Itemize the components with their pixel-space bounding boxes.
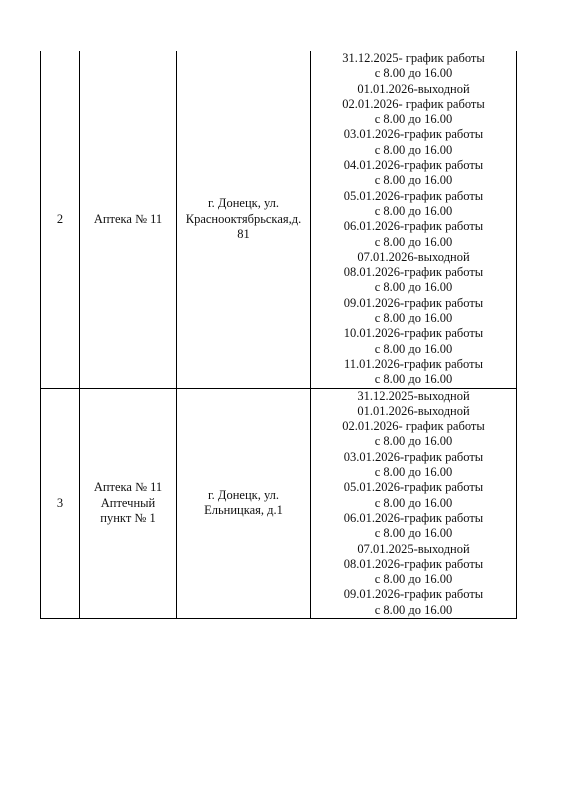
schedule-line: с 8.00 до 16.00 [374,572,453,587]
schedule-line: с 8.00 до 16.00 [374,66,453,81]
row-number: 2 [56,211,64,226]
schedule-line: 03.01.2026-график работы [343,449,484,464]
address-cell [177,51,311,388]
schedule-line: 06.01.2026-график работы [343,510,484,525]
address-line: 81 [237,226,250,241]
schedule-line: с 8.00 до 16.00 [374,234,453,249]
address-line: Ельницкая, д.1 [204,503,283,518]
schedule-line: с 8.00 до 16.00 [374,311,453,326]
row-number-cell [41,51,80,388]
pharmacy-name-cell [80,51,177,388]
schedule-line: с 8.00 до 16.00 [374,203,453,218]
schedule-line: 10.01.2026-график работы [343,326,484,341]
pharmacy-schedule-table [40,51,517,619]
schedule-line: с 8.00 до 16.00 [374,465,453,480]
schedule-line: с 8.00 до 16.00 [374,434,453,449]
row-number-cell [41,388,80,618]
schedule-line: 04.01.2026-график работы [343,158,484,173]
schedule-line: 31.12.2025- график работы [342,51,485,65]
table-row [41,51,517,388]
table-body [41,51,517,618]
schedule-line: 05.01.2026-график работы [343,480,484,495]
pharmacy-name-line: Аптека № 11 [93,211,163,226]
pharmacy-name-line: Аптечный [100,495,156,510]
schedule-line: 08.01.2026-график работы [343,265,484,280]
schedule-line: с 8.00 до 16.00 [374,142,453,157]
schedule-line: с 8.00 до 16.00 [374,341,453,356]
schedule-line: с 8.00 до 16.00 [374,602,453,617]
schedule-line: 31.12.2025-выходной [357,388,470,403]
address-line: Краснооктябрьская,д. [185,211,302,226]
pharmacy-name-line: Аптека № 11 [93,480,163,495]
schedule-line: 07.01.2025-выходной [357,541,470,556]
schedule-line: 03.01.2026-график работы [343,127,484,142]
address-line: г. Донецк, ул. [207,196,280,211]
schedule-line: 05.01.2026-график работы [343,188,484,203]
schedule-line: 11.01.2026-график работы [344,356,483,371]
schedule-line: 01.01.2026-выходной [357,403,470,418]
schedule-line: 06.01.2026-график работы [343,219,484,234]
schedule-line: с 8.00 до 16.00 [374,526,453,541]
schedule-line: 09.01.2026-график работы [343,295,484,310]
schedule-line: с 8.00 до 16.00 [374,372,453,387]
schedule-line: 02.01.2026- график работы [342,96,485,111]
schedule-cell [311,388,517,618]
schedule-cell [311,51,517,388]
schedule-line: 09.01.2026-график работы [343,587,484,602]
schedule-line: 08.01.2026-график работы [343,556,484,571]
schedule-line: с 8.00 до 16.00 [374,495,453,510]
pharmacy-name-line: пункт № 1 [100,510,156,525]
schedule-line: с 8.00 до 16.00 [374,112,453,127]
schedule-line: 07.01.2026-выходной [357,249,470,264]
schedule-line: с 8.00 до 16.00 [374,280,453,295]
schedule-line: 01.01.2026-выходной [357,81,470,96]
schedule-line: с 8.00 до 16.00 [374,173,453,188]
schedule-line: 02.01.2026- график работы [342,419,485,434]
table-row [41,388,517,618]
row-number: 3 [56,495,64,510]
pharmacy-name-cell [80,388,177,618]
address-cell [177,388,311,618]
address-line: г. Донецк, ул. [207,487,280,502]
